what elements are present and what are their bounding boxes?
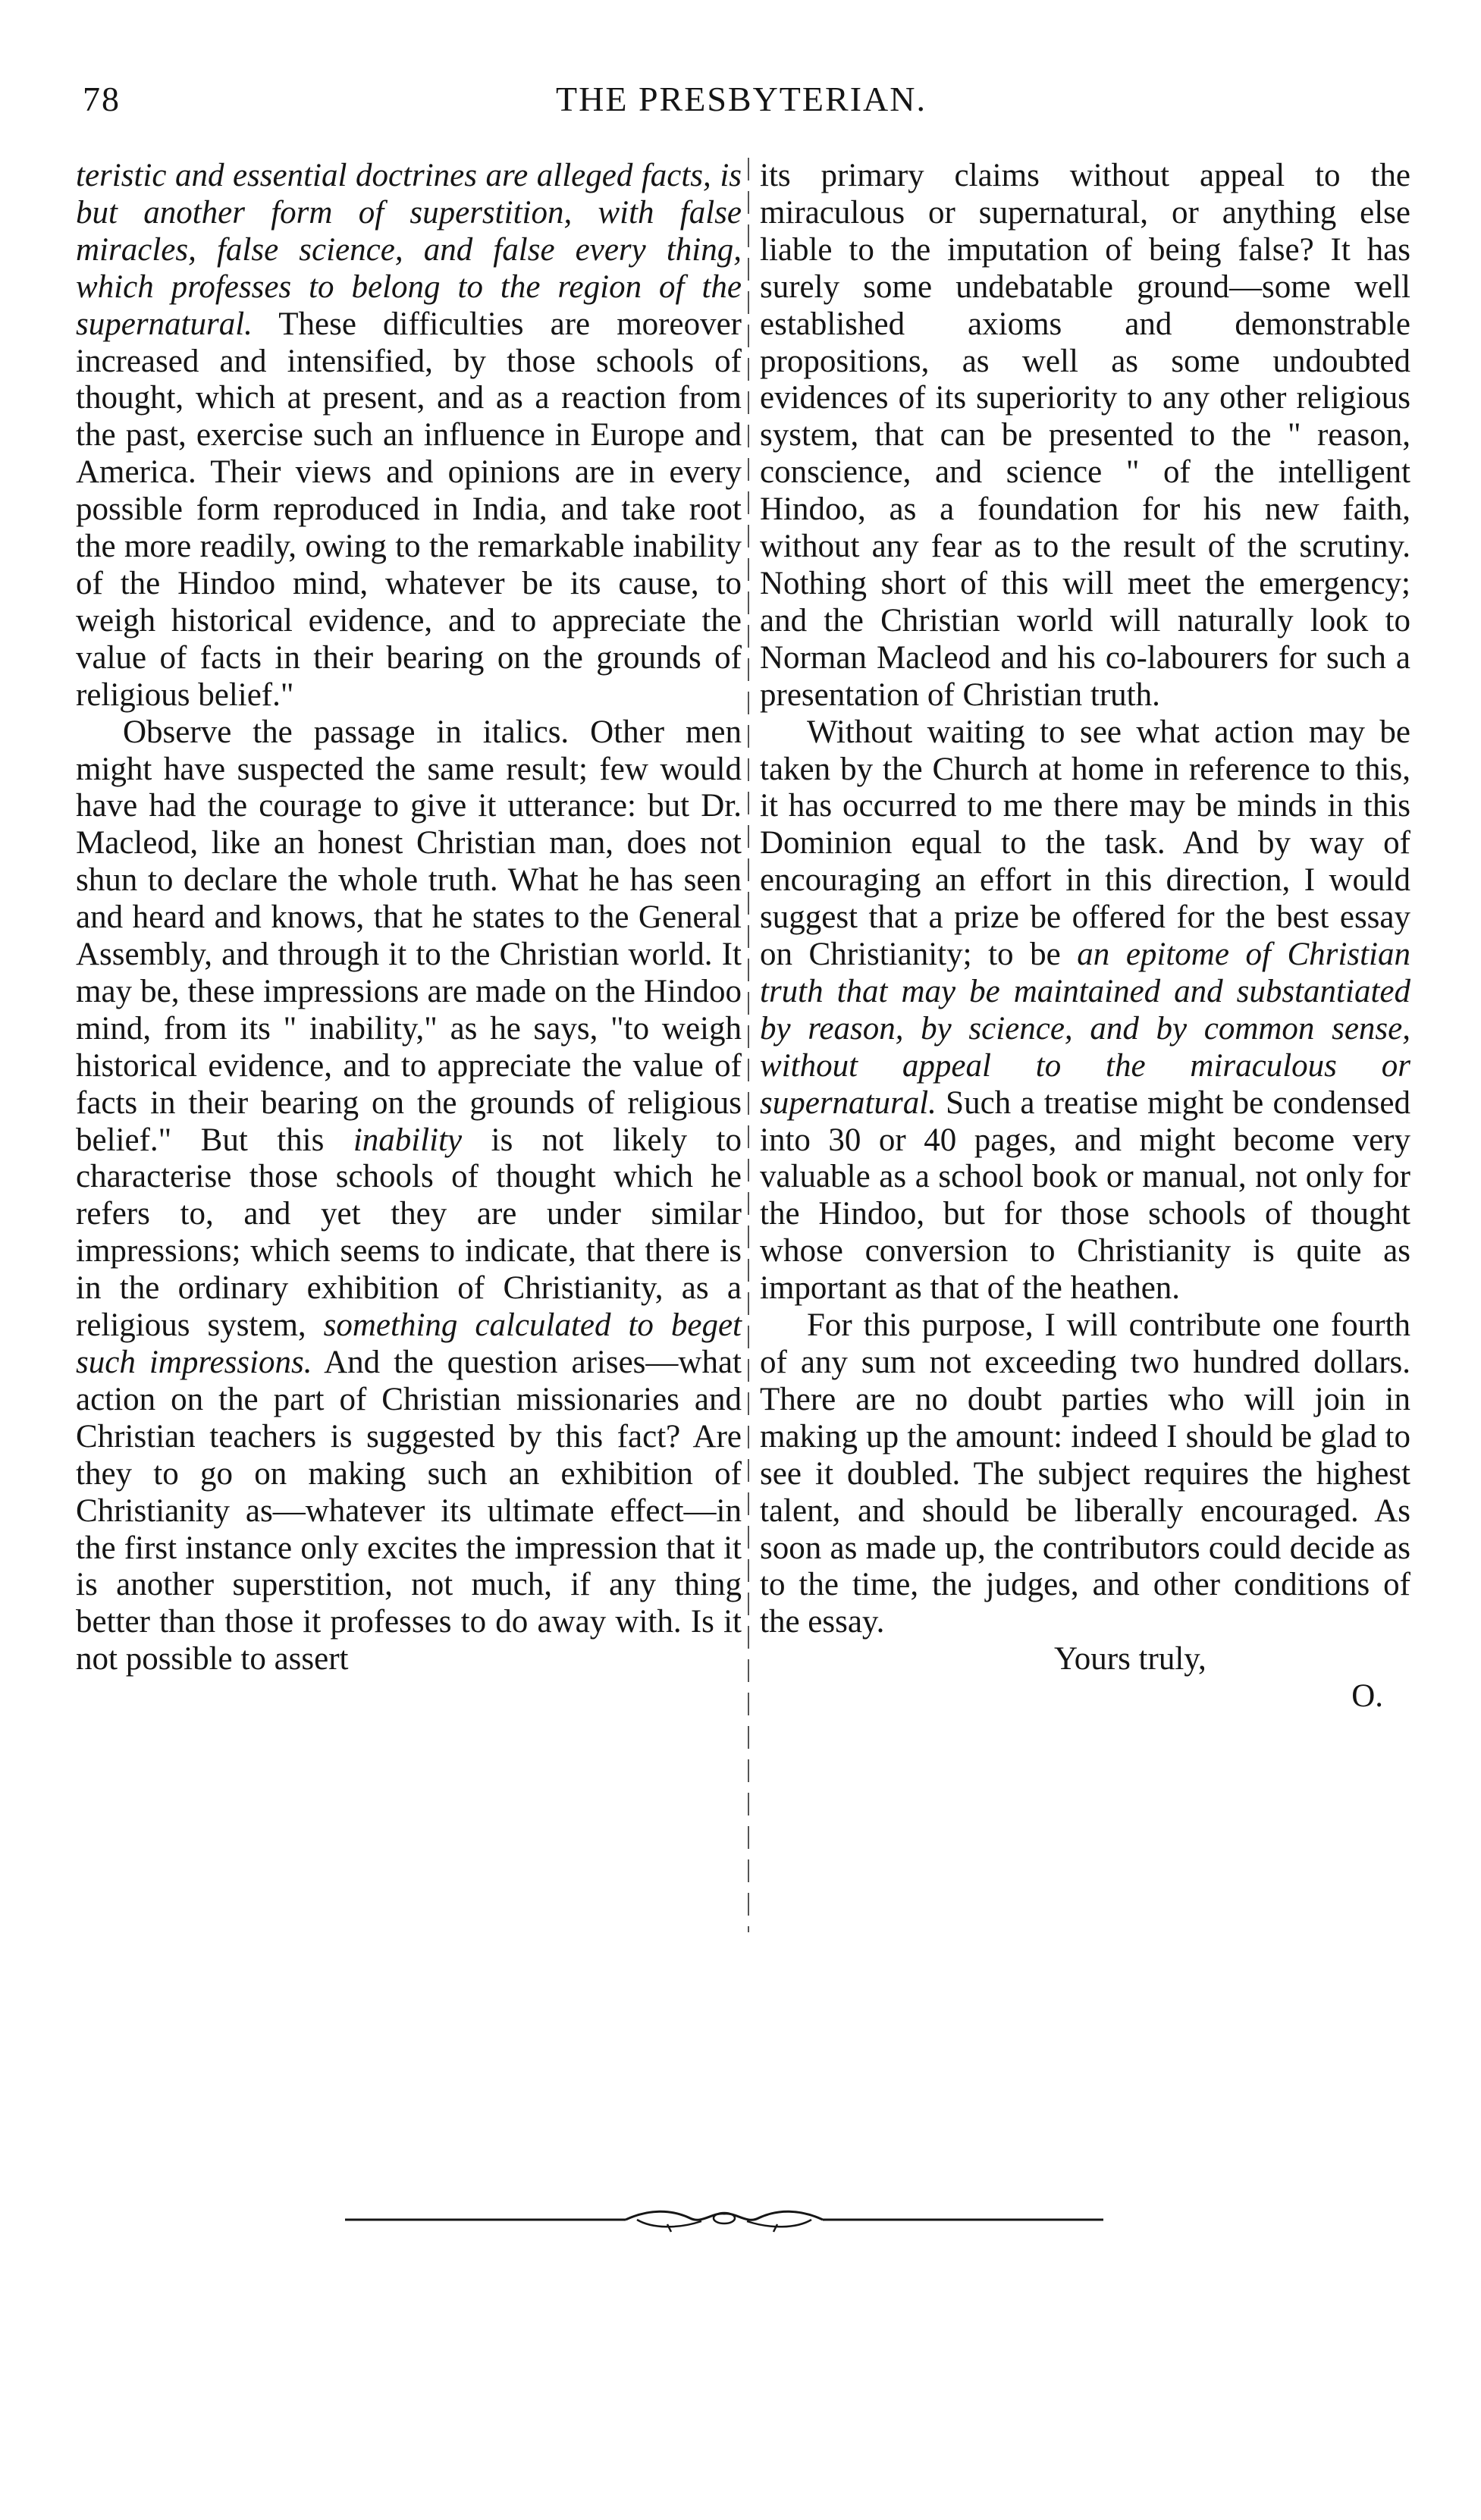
quote-continuation: These difficulties are moreover increased and intensified, by those schools of thought, which at present, and as a reaction from the past, exercise such an influence in Europe and America. Their views and opinions are in every possible form reproduced in India, and take root the more readily, owing to the remarkable inability of the Hindoo mind, whatever be its cause, to weigh historical evidence, and to appreciate the value of facts in their bearing on the grounds of religious belief.": [76, 306, 742, 713]
column-divider: [748, 158, 749, 1932]
text-run: And the question arises—what action on the part of Christian missionaries and Christian teachers is suggested by this fact? Are they to go on making such an exhibition of Christianity as—whatever its ultimate effect—in the first instance only excites the impression that it is another superstition, not much, if any thing better than those it professes to do away with. Is it not possible to assert: [76, 1345, 742, 1677]
text-run: Without waiting to see what action may be taken by the Church at home in reference to this, it has occurred to me there may be minds in this Dominion equal to the task. And by way of encouraging an effort in this direction, I would suggest that a prize be offered for the best essay on Christianity; to be: [760, 714, 1410, 973]
right-paragraph-3: For this purpose, I will contribute one fourth of any sum not exceeding two hundred dollars. There are no doubt parties who will join in making up the amount: indeed I should be glad to see it doubled. The subject requires the highest talent, and should be liberally encouraged. As soon as made up, the contributors could decide as to the time, the judges, and other conditions of the essay.: [760, 1307, 1410, 1640]
right-paragraph-1: its primary claims without appeal to the miraculous or supernatural, or anything else liable to the imputation of being false? It has surely some undebatable ground—some well established axioms and demonstrable propositions, as well as some undoubted evidences of its superiority to any other religious system, that can be presented to the " reason, conscience, and science " of the intelligent Hindoo, as a foundation for his new faith, without any fear as to the result of the scrutiny. Nothing short of this will meet the emergency; and the Christian world will naturally look to Norman Macleod and his co-labourers for such a presentation of Christian truth.: [760, 158, 1410, 713]
left-paragraph-2: [76, 714, 742, 1679]
italic-phrase: something calculated to beget such impressions.: [76, 1307, 742, 1380]
text-run: Such a treatise might be condensed into 30 or 40 pages, and might become very valuable as a school book or manual, not only for the Hindoo, but for those schools of thought whose conversion to Christianity is quite as important as that of the heathen.: [760, 1084, 1410, 1307]
italic-quote: teristic and essential doctrines are alleged facts, is but another form of superstition, with false miracles, false science, and false every thing, which professes to belong to the region of the supernatural.: [76, 158, 742, 342]
italic-proposal: an epitome of Christian truth that may be maintained and substantiated by reason, by science, and by common sense, without appeal to the miraculous or supernatural.: [760, 937, 1410, 1121]
decorative-ornament-divider: [345, 2203, 1103, 2235]
closing-salutation: Yours truly,: [1054, 1641, 1206, 1677]
page-header: [72, 79, 1410, 132]
text-run: Observe the passage in italics. Other men might have suspected the same result; few would have had the courage to give it utterance: but Dr. Macleod, like an honest Christian man, does not shun to declare the whole truth. What he has seen and heard and knows, that he states to the General Assembly, and through it to the Christian world. It may be, these impressions are made on the Hindoo mind, from its " inability," as he says, "to weigh historical evidence, and to appreciate the value of facts in their bearing on the grounds of religious belief." But this: [76, 714, 742, 1158]
page-number: 78: [83, 80, 121, 118]
signature: O.: [1351, 1678, 1383, 1715]
right-column: [760, 158, 1410, 1715]
running-title: THE PRESBYTERIAN.: [556, 80, 927, 118]
left-paragraph-1: [76, 158, 742, 714]
text-run: is not likely to characterise those schools of thought which he refers to, and yet they are under similar impressions; which seems to indicate, that there is in the ordinary exhibition of Christianity, as a religious system,: [76, 1122, 742, 1344]
right-paragraph-2: [760, 714, 1410, 1308]
left-column: [76, 158, 742, 1678]
italic-inability: inability: [353, 1122, 463, 1158]
